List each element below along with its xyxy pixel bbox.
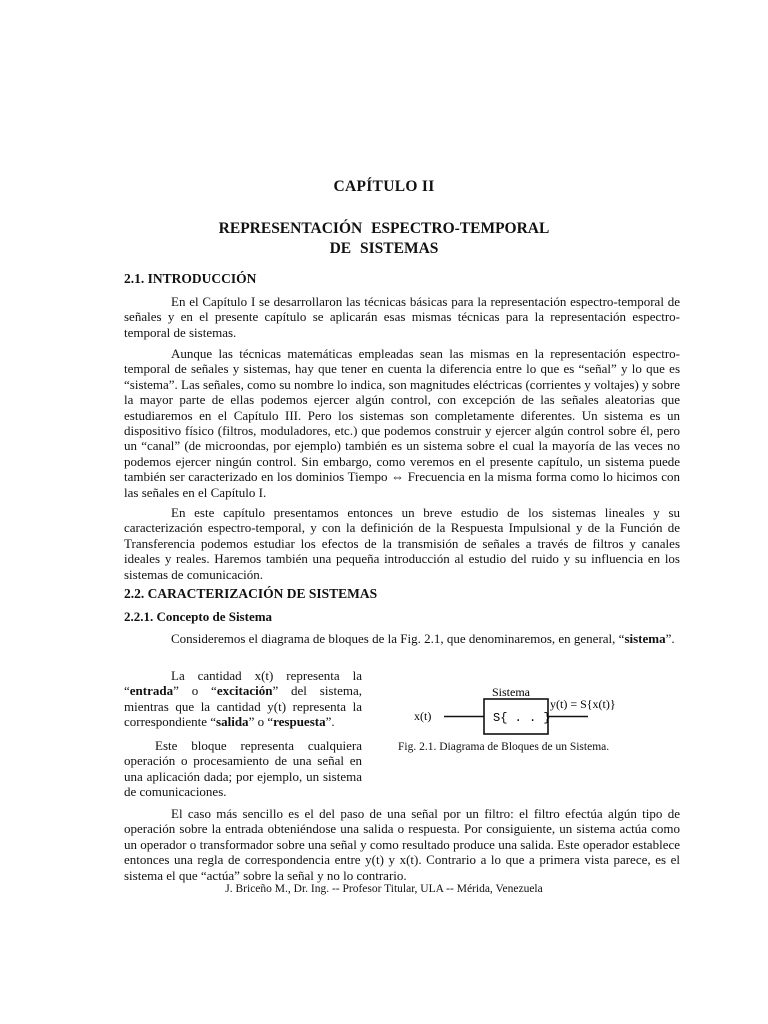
section-heading-caracterizacion: 2.2. CARACTERIZACIÓN DE SISTEMAS: [124, 586, 378, 601]
concept-paragraph: [124, 631, 680, 646]
diagram-system-label: Sistema: [492, 685, 530, 699]
excitacion-term: excitación: [216, 683, 273, 699]
respuesta-term: respuesta: [273, 714, 326, 730]
text-fragment: La cantidad x(t) representa la “: [124, 668, 362, 699]
intro-paragraph-3: En este capítulo presentamos entonces un breve estudio de los sistemas lineales y su caracterización espectro-temporal, y con la definición de la Respuesta Impulsional y de la Función de Transferencia podemos estudiar los efectos de la transmisión de señales a través de filtros y canales ideales y reales. Haremos también una pequeña introducción al estudio del ruido y su influencia en los sistemas de comunicación.: [124, 505, 680, 582]
text-fragment: ” del sistema, mientras que la cantidad y(t) representa la correspondiente “: [124, 683, 362, 730]
chapter-heading: CAPÍTULO II: [333, 178, 435, 195]
figure-caption: Fig. 2.1. Diagrama de Bloques de un Sistema.: [398, 741, 610, 753]
text-fragment: ” o “: [248, 714, 274, 730]
diagram-block-text: S{ . . }: [493, 711, 551, 725]
final-paragraph: El caso más sencillo es el del paso de una señal por un filtro: el filtro efectúa algún tipo de operación sobre la entrada obteniéndose una salida o respuesta. Por consiguiente, un sistema actúa como un operador o transformador sobre una señal y como resultado produce una salida. Este operador establece entonces una regla de correspondencia entre y(t) y x(t). Contrario a lo que a primera vista parece, es el sistema el que “actúa” sobre la señal y no lo contrario.: [124, 806, 680, 883]
section-heading-introduccion: 2.1. INTRODUCCIÓN: [124, 271, 257, 286]
intro-paragraph-2: Aunque las técnicas matemáticas empleadas sean las mismas en la representación espectro-temporal de señales y sistemas, hay que tener en cuenta la diferencia entre lo que es “señal” y lo que es “sistema”. Las señales, como su nombre lo indica, son magnitudes eléctricas (corrientes y voltajes) y sobre la mayor parte de ellas podemos ejercer algún control, con excepción de las señales aleatorias que estudiaremos en el Capítulo III. Pero los sistemas son completamente diferentes. Un sistema es un dispositivo físico (filtros, moduladores, etc.) que podemos construir y ejercer algún control sobre él, pero un “canal” (de microondas, por ejemplo) también es un sistema sobre el cual la mayoría de las veces no podemos ejercer ningún control. Sin embargo, como veremos en el presente capítulo, un sistema puede también ser caracterizado en los dominios Tiempo ⇔ Frecuencia en la misma forma como lo hicimos con las señales en el Capítulo I.: [124, 346, 680, 500]
concept-text-b: ”.: [665, 631, 675, 646]
sistema-term: sistema: [624, 631, 666, 646]
entrada-term: entrada: [129, 683, 174, 699]
block-description-paragraph: Este bloque representa cualquiera operación o procesamiento de una señal en una aplicación dada; por ejemplo, un sistema de comunicaciones.: [124, 738, 362, 800]
intro-paragraph-1: En el Capítulo I se desarrollaron las técnicas básicas para la representación espectro-temporal de señales y en el presente capítulo se aplicarán esas mismas técnicas para la representación espectro-temporal de sistemas.: [124, 294, 680, 340]
chapter-title: [0, 219, 768, 259]
page-footer: J. Briceño M., Dr. Ing. -- Profesor Titular, ULA -- Mérida, Venezuela: [225, 883, 543, 895]
entrada-salida-paragraph: [124, 668, 362, 730]
diagram-input-label: x(t): [414, 709, 432, 723]
text-fragment: ”.: [325, 714, 335, 730]
chapter-title-line-2: DE SISTEMAS: [329, 240, 439, 257]
chapter-title-line-1: REPRESENTACIÓN ESPECTRO-TEMPORAL: [218, 220, 550, 237]
block-diagram: [404, 683, 664, 773]
subsection-heading-concepto: 2.2.1. Concepto de Sistema: [124, 609, 273, 624]
diagram-output-label: y(t) = S{x(t)}: [550, 697, 616, 711]
concept-text-a: Consideremos el diagrama de bloques de la Fig. 2.1, que denominaremos, en general, “: [171, 631, 625, 646]
salida-term: salida: [216, 714, 249, 730]
text-fragment: ” o “: [173, 683, 217, 699]
